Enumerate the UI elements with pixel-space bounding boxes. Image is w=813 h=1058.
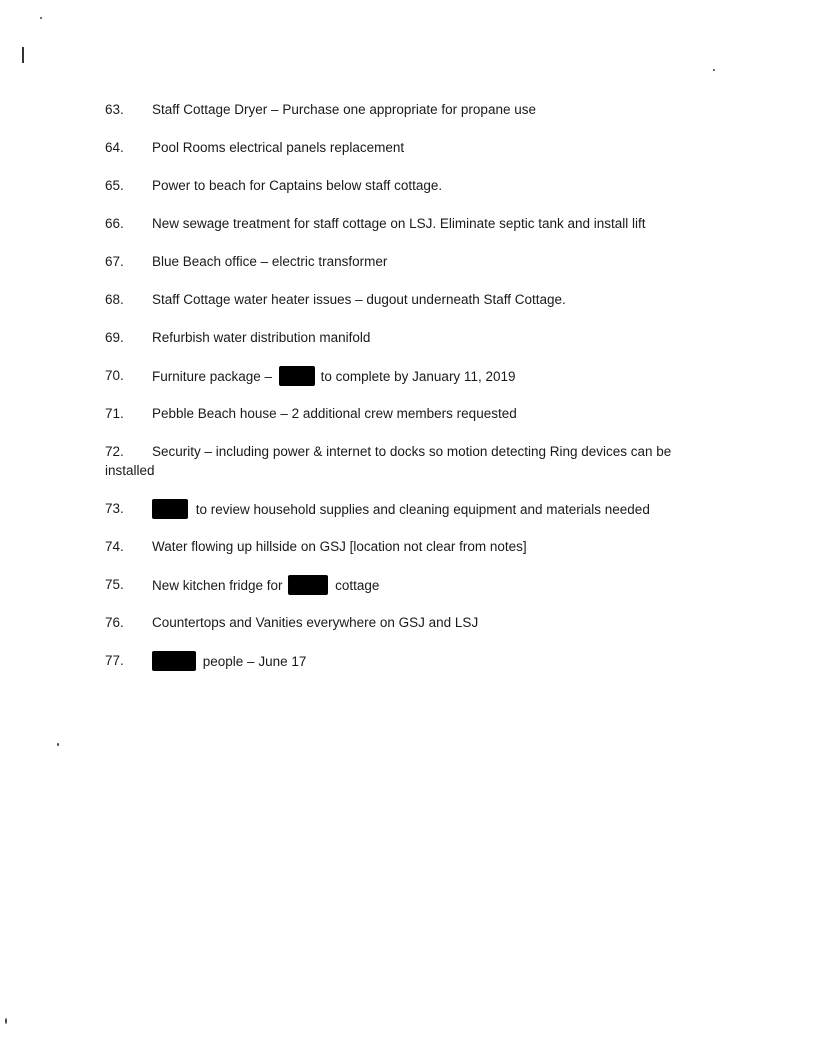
item-number: 64.: [105, 140, 124, 155]
scan-mark: [22, 47, 24, 63]
redaction-box: [288, 575, 328, 595]
item-number: 72.: [105, 444, 124, 459]
item-text: Blue Beach office – electric transformer: [152, 254, 388, 269]
redaction-box: [152, 651, 196, 671]
item-text-after: cottage: [335, 578, 380, 593]
item-text: Water flowing up hillside on GSJ [location not clear from notes]: [152, 539, 527, 554]
item-text: Pebble Beach house – 2 additional crew members requested: [152, 406, 517, 421]
item-text-line-1: Security – including power & internet to docks so motion detecting Ring devices can be: [152, 444, 672, 459]
item-text: Staff Cottage water heater issues – dugout underneath Staff Cottage.: [152, 292, 566, 307]
item-number: 71.: [105, 406, 124, 421]
item-text: Pool Rooms electrical panels replacement: [152, 140, 405, 155]
item-text: Refurbish water distribution manifold: [152, 330, 371, 345]
item-number: 69.: [105, 330, 124, 345]
item-text: Countertops and Vanities everywhere on GSJ and LSJ: [152, 615, 479, 630]
redaction-box: [279, 366, 315, 386]
item-text: [152, 366, 515, 386]
item-text: New sewage treatment for staff cottage on LSJ. Eliminate septic tank and install lift: [152, 216, 646, 231]
item-text-after: to review household supplies and cleaning equipment and materials needed: [195, 502, 650, 517]
item-number: 76.: [105, 615, 124, 630]
scan-speck: [40, 17, 42, 19]
item-number: 68.: [105, 292, 124, 307]
item-text: [152, 499, 650, 519]
item-number: 66.: [105, 216, 124, 231]
item-text: Power to beach for Captains below staff cottage.: [152, 178, 443, 193]
item-number: 73.: [105, 501, 124, 516]
item-text-after: people – June 17: [202, 654, 307, 669]
item-text-line-2: installed: [105, 463, 155, 478]
item-text: Staff Cottage Dryer – Purchase one appropriate for propane use: [152, 102, 536, 117]
item-number: 74.: [105, 539, 124, 554]
item-text-before: Furniture package –: [152, 369, 273, 384]
scan-speck: [713, 69, 715, 71]
redaction-box: [152, 499, 188, 519]
item-text: [152, 651, 306, 671]
list-item: [105, 442, 715, 480]
scan-speck: [5, 1018, 7, 1024]
item-number: 77.: [105, 653, 124, 668]
item-text-after: to complete by January 11, 2019: [320, 369, 516, 384]
scan-speck: [57, 743, 59, 746]
item-number: 65.: [105, 178, 124, 193]
item-number: 67.: [105, 254, 124, 269]
item-number: 70.: [105, 368, 124, 383]
item-number: 63.: [105, 102, 124, 117]
item-text-before: New kitchen fridge for: [152, 578, 283, 593]
item-number: 75.: [105, 577, 124, 592]
item-text: [152, 575, 379, 595]
